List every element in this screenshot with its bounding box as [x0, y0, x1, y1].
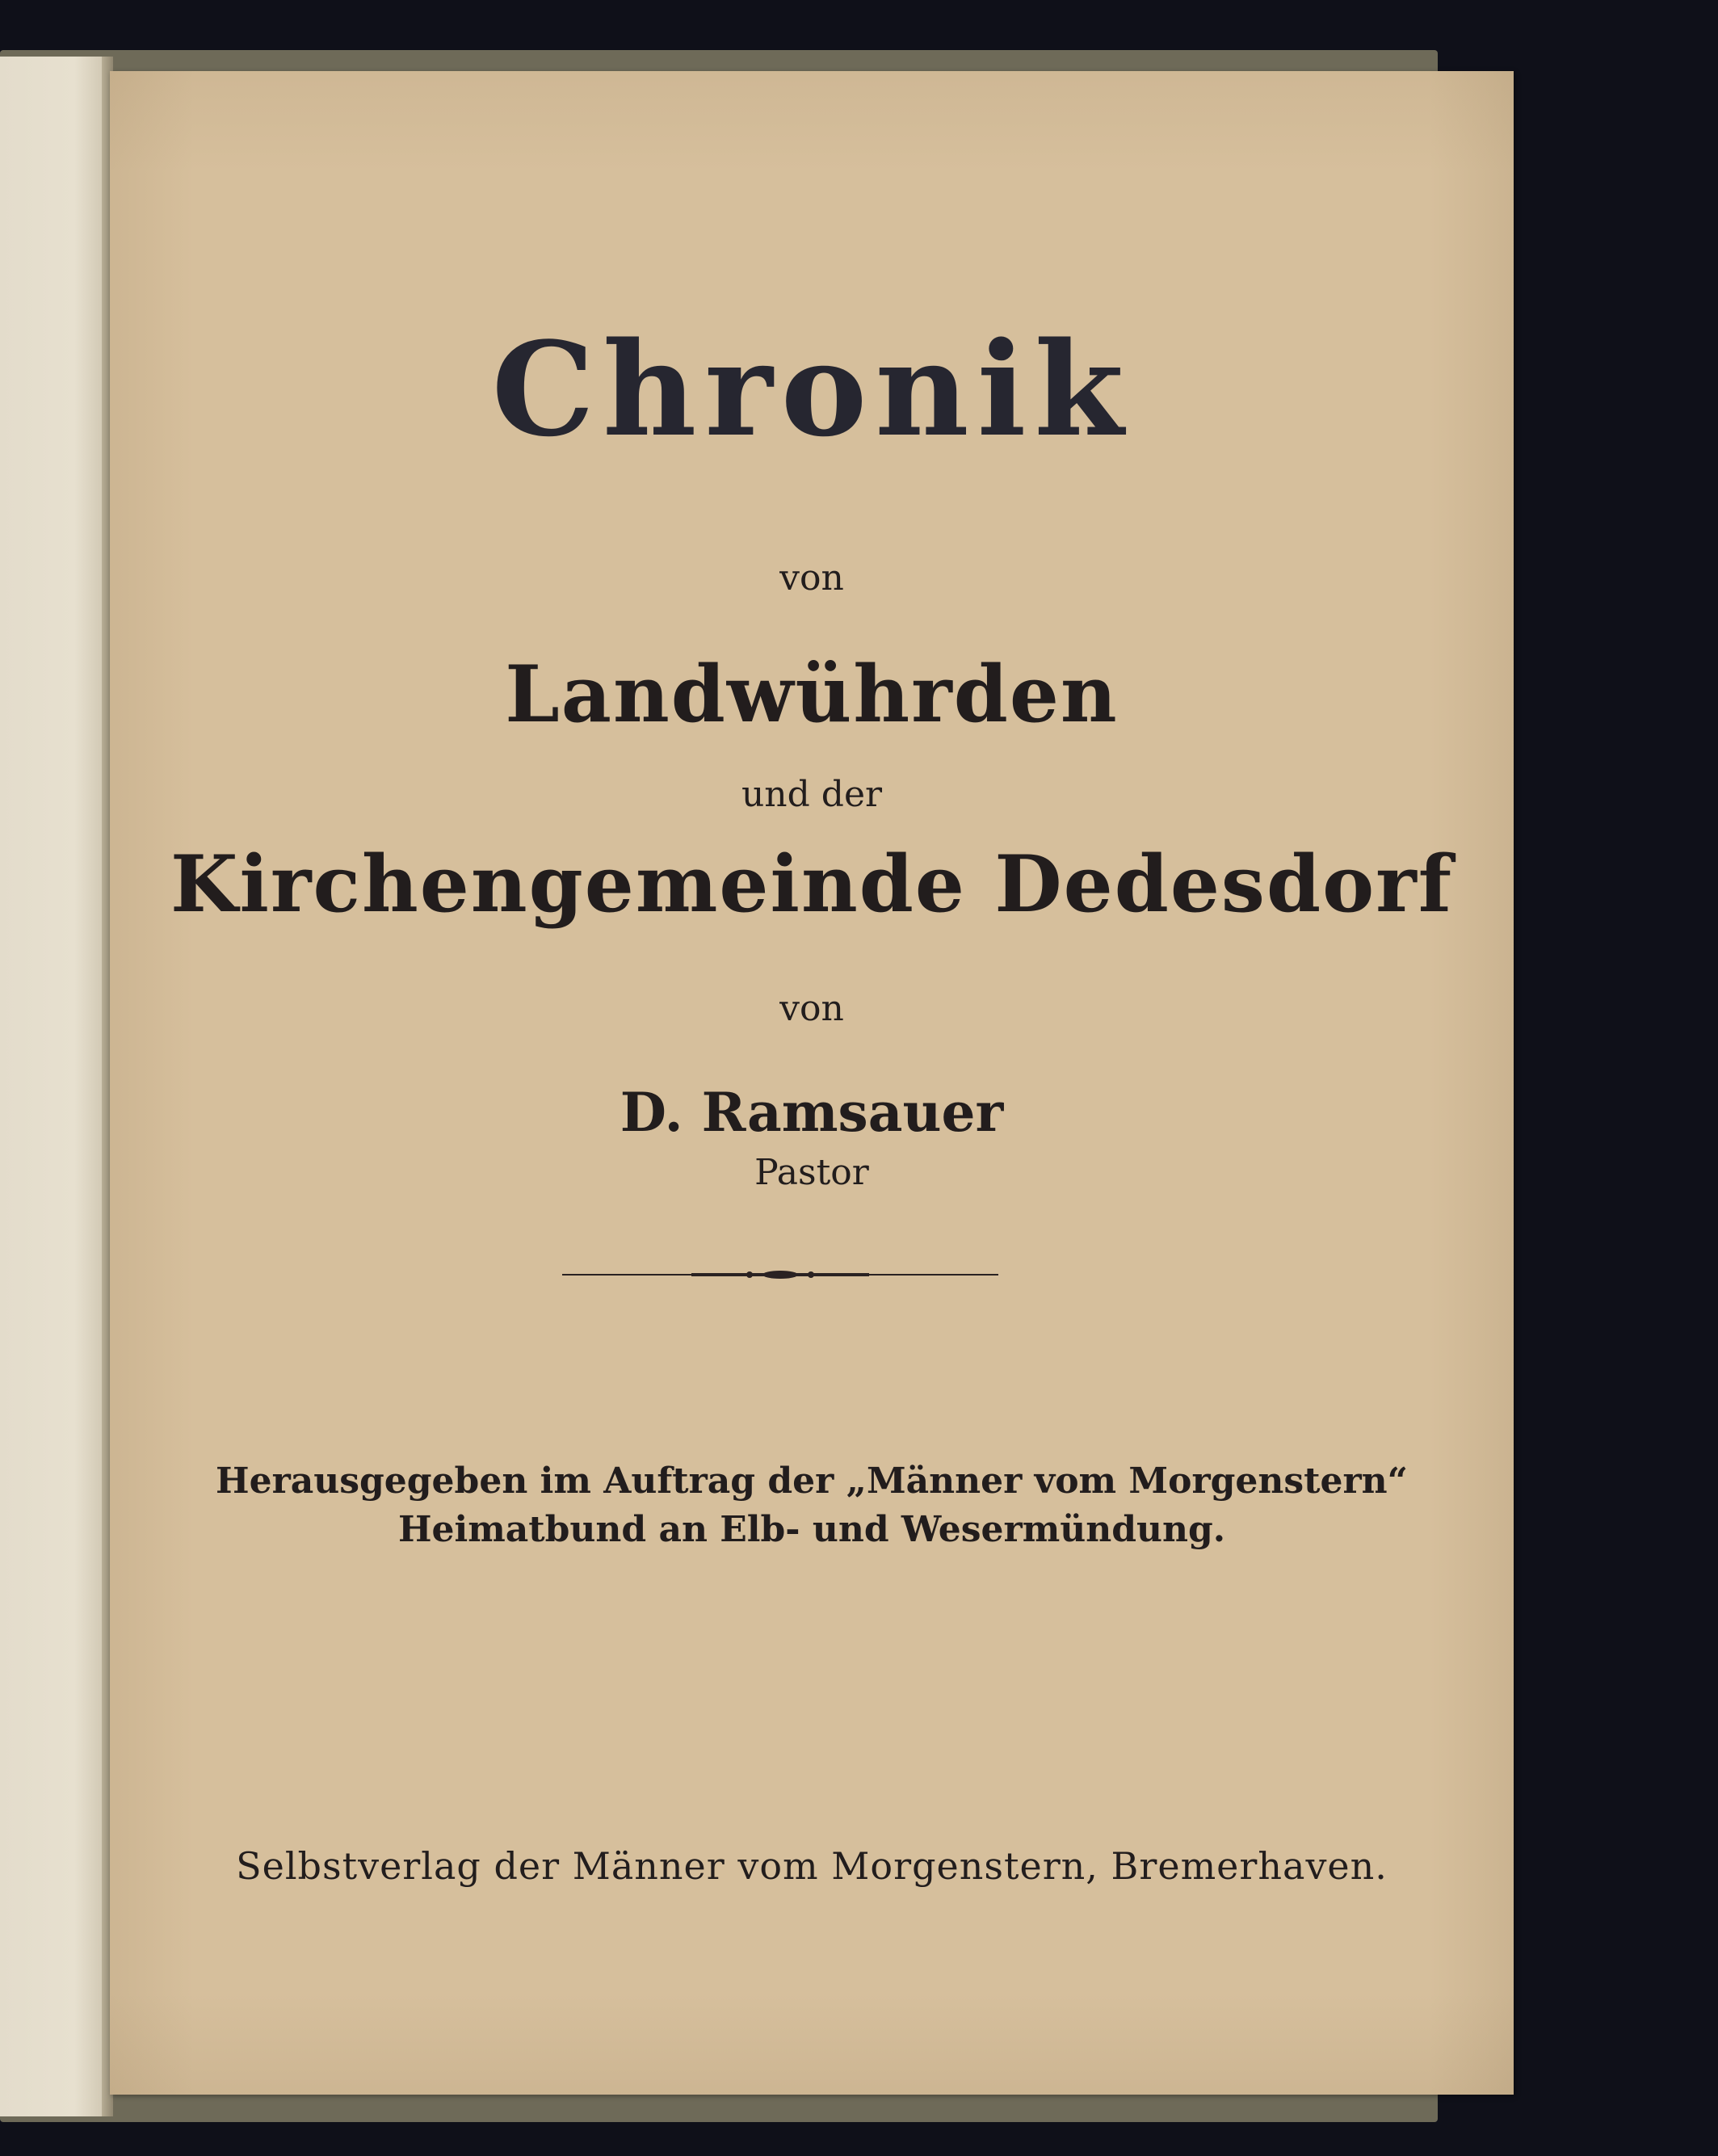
author-name: D. Ramsauer — [620, 1081, 1004, 1144]
publisher-line-1: Herausgegeben im Auftrag der „Männer vom Morgenstern“ — [216, 1460, 1408, 1502]
parish-name: Kirchengemeinde Dedesdorf — [170, 838, 1453, 930]
publisher-line-2: Heimatbund an Elb- und Wesermündung. — [397, 1509, 1226, 1550]
conjunction-und-der: und der — [741, 774, 883, 815]
preposition-von-author: von — [779, 988, 844, 1029]
title-page — [110, 71, 1514, 2095]
left-page — [0, 57, 107, 2116]
imprint: Selbstverlag der Männer vom Morgenstern, Bremerhaven. — [236, 1844, 1388, 1888]
book-title: Chronik — [491, 313, 1132, 465]
place-name: Landwührden — [505, 649, 1119, 740]
preposition-von: von — [779, 557, 844, 599]
author-role: Pastor — [754, 1152, 869, 1193]
ornamental-rule — [562, 1267, 998, 1283]
